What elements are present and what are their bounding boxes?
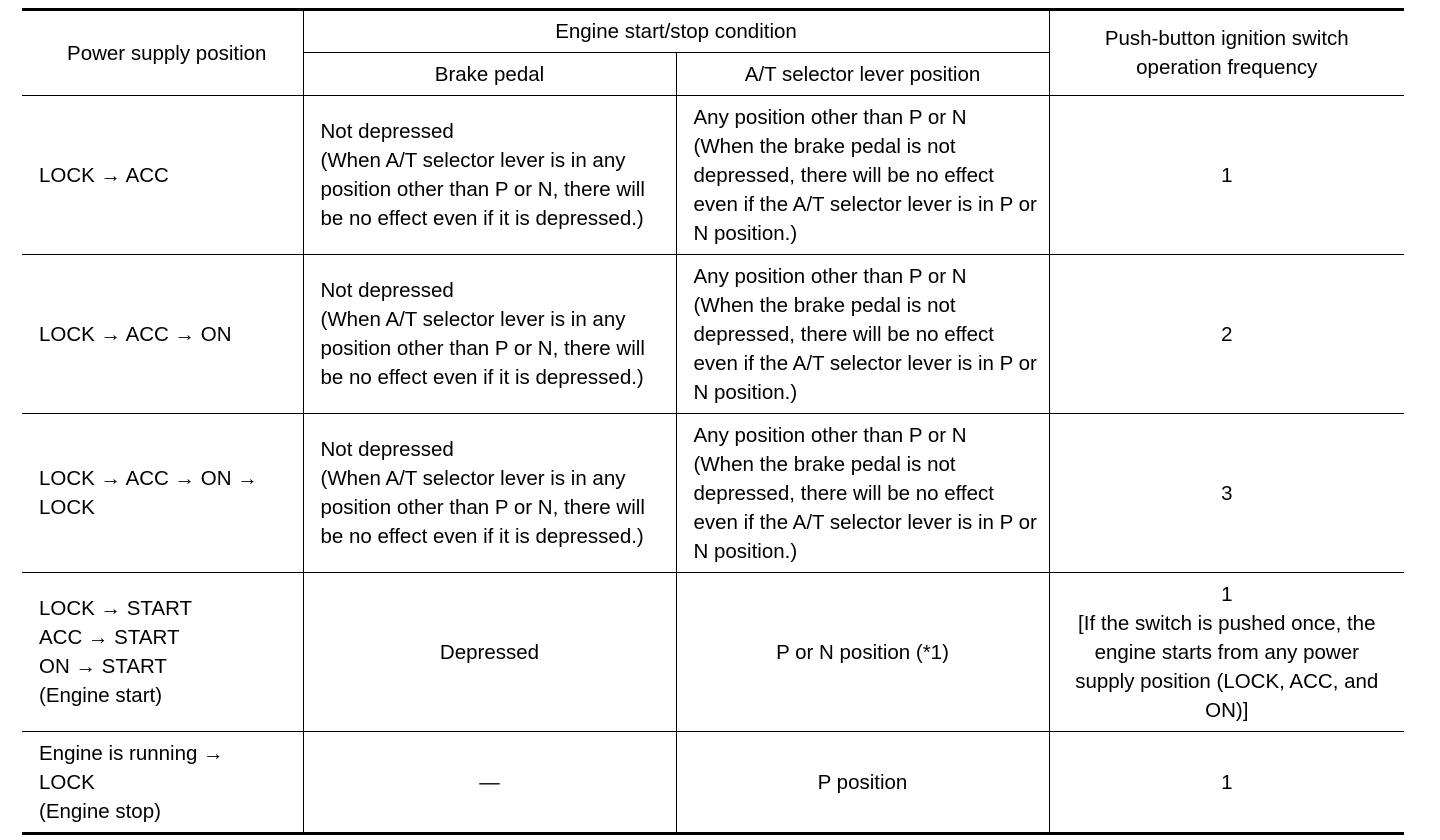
brake-pedal-cell: Not depressed (When A/T selector lever is in any position other than P or N, there will be no effect even if it is depressed.) bbox=[303, 96, 676, 255]
power-supply-position-cell: Engine is running → LOCK (Engine stop) bbox=[22, 732, 303, 834]
frequency-cell: 1 bbox=[1049, 96, 1404, 255]
selector-position-cell: P position bbox=[676, 732, 1049, 834]
frequency-cell: 1 bbox=[1049, 732, 1404, 834]
frequency-cell: 3 bbox=[1049, 414, 1404, 573]
table-row bbox=[22, 414, 1404, 573]
header-brake-pedal: Brake pedal bbox=[303, 53, 676, 96]
selector-position-cell: Any position other than P or N (When the brake pedal is not depressed, there will be no effect even if the A/T selector lever is in P or N position.) bbox=[676, 96, 1049, 255]
power-supply-position-cell: LOCK → ACC → ON bbox=[22, 255, 303, 414]
power-supply-position-cell: LOCK → ACC bbox=[22, 96, 303, 255]
header-selector-lever-position: A/T selector lever position bbox=[676, 53, 1049, 96]
frequency-cell: 2 bbox=[1049, 255, 1404, 414]
selector-position-cell: Any position other than P or N (When the brake pedal is not depressed, there will be no effect even if the A/T selector lever is in P or N position.) bbox=[676, 255, 1049, 414]
table-row bbox=[22, 573, 1404, 732]
brake-pedal-cell: Depressed bbox=[303, 573, 676, 732]
power-supply-position-cell: LOCK → ACC → ON → LOCK bbox=[22, 414, 303, 573]
header-operation-frequency: Push-button ignition switch operation frequency bbox=[1049, 10, 1404, 96]
header-engine-start-stop-condition: Engine start/stop condition bbox=[303, 10, 1049, 53]
table-row bbox=[22, 732, 1404, 834]
table-row bbox=[22, 255, 1404, 414]
table-row bbox=[22, 96, 1404, 255]
frequency-cell: 1 [If the switch is pushed once, the engine starts from any power supply position (LOCK, ACC, and ON)] bbox=[1049, 573, 1404, 732]
selector-position-cell: P or N position (*1) bbox=[676, 573, 1049, 732]
brake-pedal-cell: Not depressed (When A/T selector lever is in any position other than P or N, there will be no effect even if it is depressed.) bbox=[303, 414, 676, 573]
power-supply-position-cell: LOCK → START ACC → START ON → START (Engine start) bbox=[22, 573, 303, 732]
brake-pedal-cell: — bbox=[303, 732, 676, 834]
selector-position-cell: Any position other than P or N (When the brake pedal is not depressed, there will be no effect even if the A/T selector lever is in P or N position.) bbox=[676, 414, 1049, 573]
brake-pedal-cell: Not depressed (When A/T selector lever is in any position other than P or N, there will be no effect even if it is depressed.) bbox=[303, 255, 676, 414]
ignition-operation-table bbox=[22, 8, 1404, 835]
header-power-supply-position: Power supply position bbox=[22, 10, 303, 96]
